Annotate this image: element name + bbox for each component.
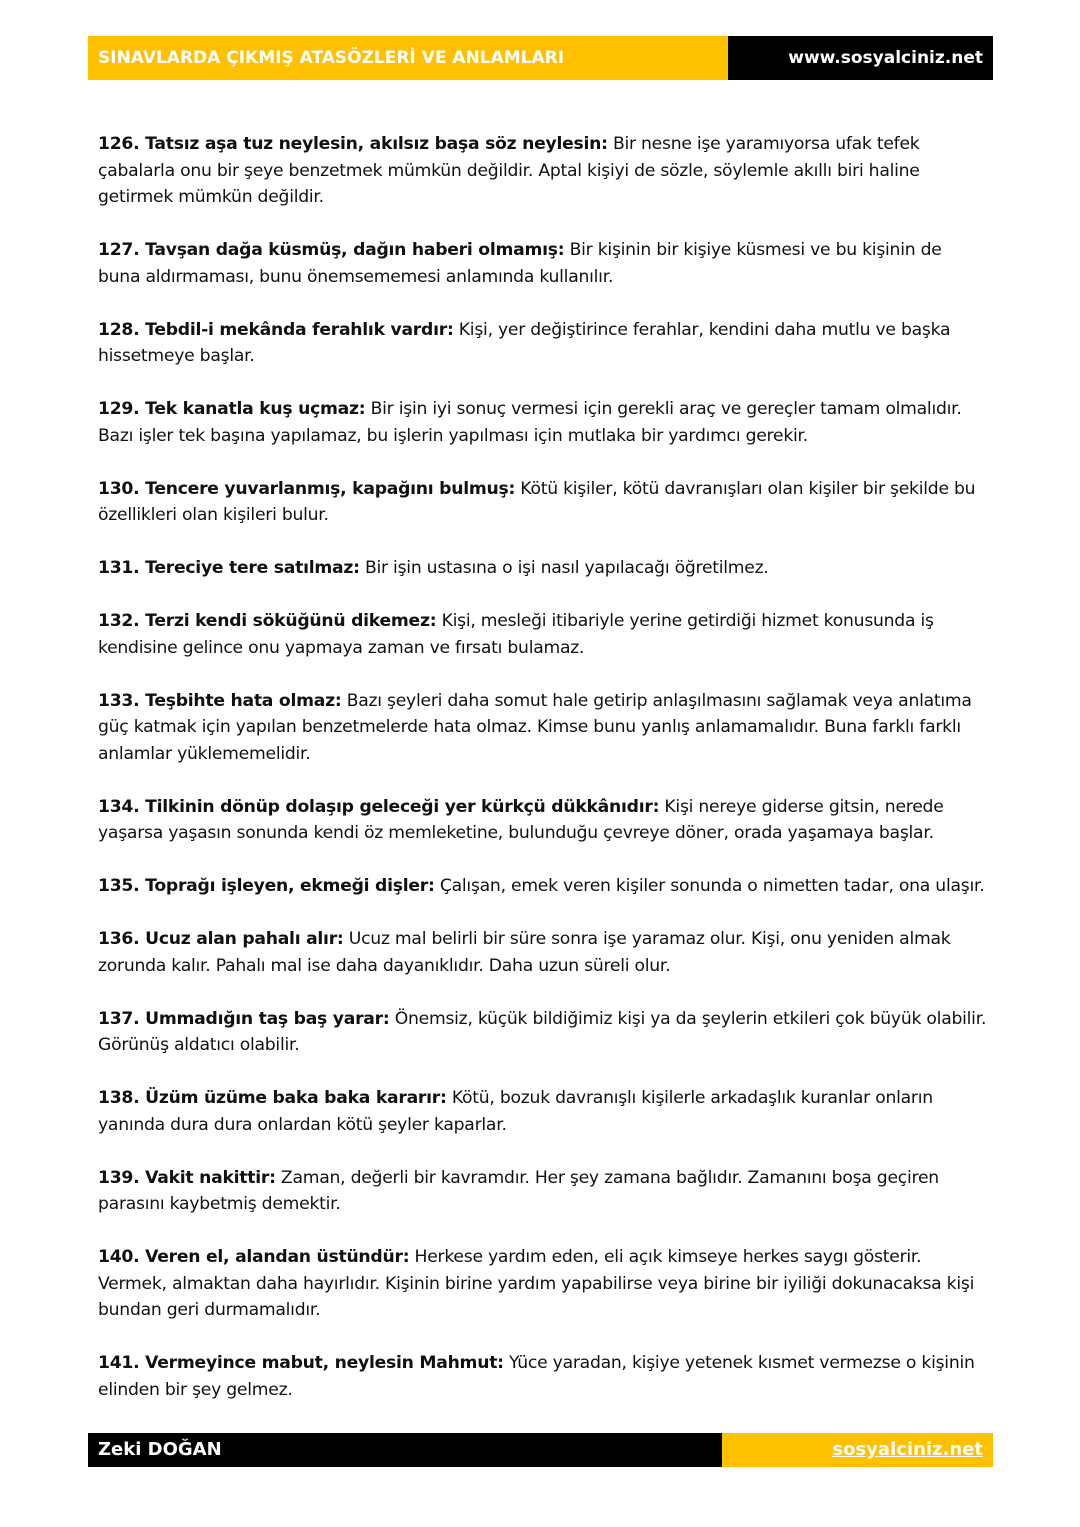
list-item [98, 1244, 988, 1324]
list-item [98, 926, 988, 979]
proverb-meaning: Kişi, mesleği itibariyle yerine getirdiği hizmet konusunda iş kendisine gelince onu yapmaya zaman ve fırsatı bulamaz. [98, 611, 934, 658]
proverb-term: 128. Tebdil-i mekânda ferahlık vardır: [98, 319, 454, 340]
list-item [98, 1085, 988, 1138]
proverb-meaning: Bir işin ustasına o işi nasıl yapılacağı öğretilmez. [359, 558, 769, 578]
list-item [98, 1165, 988, 1218]
proverb-meaning: Ucuz mal belirli bir süre sonra işe yaramaz olur. Kişi, onu yeniden almak zorunda kalır. Pahalı mal ise daha dayanıklıdır. Daha uzun süreli olur. [98, 929, 951, 976]
proverb-term: 136. Ucuz alan pahalı alır: [98, 929, 344, 949]
proverb-term: 138. Üzüm üzüme baka baka kararır: [98, 1088, 447, 1108]
proverb-term: 133. Teşbihte hata olmaz: [98, 690, 342, 711]
list-item [98, 476, 988, 529]
header-website[interactable]: www.sosyalciniz.net [728, 36, 993, 80]
list-item [98, 396, 988, 449]
proverb-meaning: Bazı şeyleri daha somut hale getirip anlaşılmasını sağlamak veya anlatıma güç katmak için yapılan benzetmelerde hata olmaz. Kimse bunu yanlış anlamamalıdır. Buna farklı farklı anlamlar yüklememelidir. [98, 690, 972, 764]
proverb-meaning: Kötü, bozuk davranışlı kişilerle arkadaşlık kuranlar onların yanında dura dura onlardan kötü şeyler kaparlar. [98, 1088, 933, 1135]
proverb-term: 129. Tek kanatla kuş uçmaz: [98, 399, 366, 419]
list-item [98, 1006, 988, 1059]
list-item [98, 317, 988, 370]
proverb-term: 130. Tencere yuvarlanmış, kapağını bulmuş: [98, 478, 516, 499]
list-item [98, 555, 988, 582]
header-title: SINAVLARDA ÇIKMIŞ ATASÖZLERİ VE ANLAMLARI [88, 36, 728, 80]
proverb-term: 137. Ummadığın taş baş yarar: [98, 1008, 390, 1029]
proverb-meaning: Kişi, yer değiştirince ferahlar, kendini daha mutlu ve başka hissetmeye başlar. [98, 319, 951, 366]
footer-author: Zeki DOĞAN [88, 1433, 722, 1467]
proverb-meaning: Yüce yaradan, kişiye yetenek kısmet vermezse o kişinin elinden bir şey gelmez. [98, 1353, 975, 1400]
proverb-term: 141. Vermeyince mabut, neylesin Mahmut: [98, 1353, 504, 1373]
proverb-term: 126. Tatsız aşa tuz neylesin, akılsız başa söz neylesin: [98, 134, 608, 154]
proverb-term: 131. Tereciye tere satılmaz: [98, 558, 360, 578]
proverb-term: 140. Veren el, alandan üstündür: [98, 1247, 410, 1267]
list-item [98, 608, 988, 661]
proverb-term: 132. Terzi kendi söküğünü dikemez: [98, 611, 437, 631]
proverb-term: 135. Toprağı işleyen, ekmeği dişler: [98, 876, 435, 896]
list-item [98, 1350, 988, 1403]
list-item [98, 131, 988, 211]
footer-link[interactable]: sosyalciniz.net [722, 1433, 993, 1467]
proverb-meaning: Önemsiz, küçük bildiğimiz kişi ya da şeylerin etkileri çok büyük olabilir. Görünüş aldatıcı olabilir. [98, 1008, 987, 1055]
proverb-term: 139. Vakit nakittir: [98, 1167, 276, 1188]
proverb-meaning: Herkese yardım eden, eli açık kimseye herkes saygı gösterir. Vermek, almaktan daha hayırlıdır. Kişinin birine yardım yapabilirse veya birine bir iyiliği dokunacaksa kişi bundan geri durmamalıdır. [98, 1247, 975, 1320]
page-header [88, 36, 993, 80]
proverb-meaning: Zaman, değerli bir kavramdır. Her şey zamana bağlıdır. Zamanını boşa geçiren parasını kaybetmiş demektir. [98, 1167, 939, 1214]
proverb-meaning: Kişi nereye giderse gitsin, nerede yaşarsa yaşasın sonunda kendi öz memleketine, bulunduğu çevreye döner, orada yaşamaya başlar. [98, 796, 944, 843]
proverb-meaning: Kötü kişiler, kötü davranışları olan kişiler bir şekilde bu özellikleri olan kişileri bulur. [98, 478, 976, 525]
proverb-meaning: Bir işin iyi sonuç vermesi için gerekli araç ve gereçler tamam olmalıdır. Bazı işler tek başına yapılamaz, bu işlerin yapılması için mutlaka bir yardımcı gerekir. [98, 399, 962, 446]
proverb-meaning: Bir kişinin bir kişiye küsmesi ve bu kişinin de buna aldırmaması, bunu önemsememesi anlamında kullanılır. [98, 240, 942, 287]
page-footer [88, 1433, 993, 1467]
list-item [98, 794, 988, 847]
list-item [98, 873, 988, 900]
proverb-list [98, 131, 988, 1430]
proverb-term: 134. Tilkinin dönüp dolaşıp geleceği yer kürkçü dükkânıdır: [98, 796, 660, 817]
proverb-meaning: Çalışan, emek veren kişiler sonunda o nimetten tadar, ona ulaşır. [434, 876, 985, 896]
proverb-meaning: Bir nesne işe yaramıyorsa ufak tefek çabalarla onu bir şeye benzetmek mümkün değildir. Aptal kişiyi de sözle, söylemle akıllı biri haline getirmek mümkün değildir. [98, 134, 920, 207]
list-item [98, 237, 988, 290]
proverb-term: 127. Tavşan dağa küsmüş, dağın haberi olmamış: [98, 240, 565, 260]
list-item [98, 688, 988, 768]
